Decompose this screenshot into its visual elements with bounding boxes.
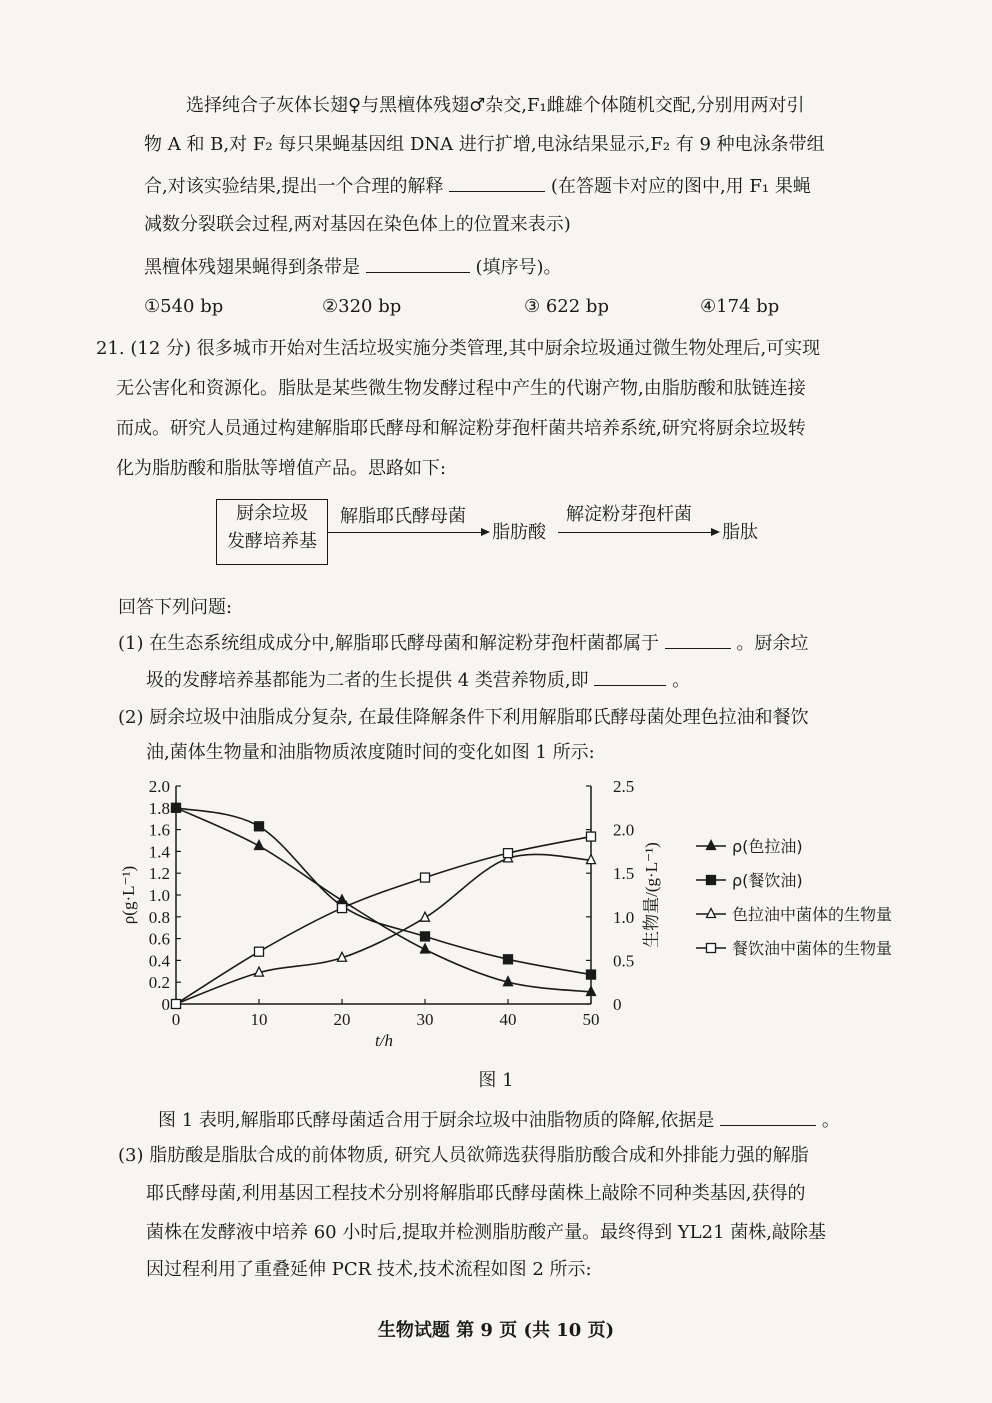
q21-part3-line-1: (3) 脂肪酸是脂肽合成的前体物质, 研究人员欲筛选获得脂肪酸合成和外排能力强的解脂 (118, 1145, 809, 1166)
left-tick-label: 0.6 (148, 929, 170, 949)
right-axis-label: 生物量/(g·L⁻¹) (642, 842, 661, 948)
data-point-series-4 (338, 904, 347, 913)
q21-part1-line-2 (146, 667, 690, 693)
q20-line-2: 物 A 和 B,对 F₂ 每只果蝇基因组 DNA 进行扩增,电泳结果显示,F₂ 有 9 种电泳条带组 (144, 134, 825, 155)
data-point-series-2 (504, 955, 513, 964)
left-tick-label: 2.0 (148, 777, 170, 796)
data-point-series-4 (421, 873, 430, 882)
legend-label-2: ρ(餐饮油) (732, 871, 803, 890)
left-tick-label: 1.4 (148, 842, 170, 862)
legend-marker-1 (707, 841, 716, 850)
x-tick-label: 0 (171, 1010, 181, 1029)
data-point-series-2 (587, 970, 596, 979)
right-tick-label: 2.5 (613, 777, 635, 796)
legend-label-4: 餐饮油中菌体的生物量 (732, 939, 893, 958)
option-3: ③ 622 bp (524, 296, 609, 317)
figure-1-chart (100, 770, 900, 1060)
q21-part3-line-2: 耶氏酵母菌,利用基因工程技术分别将解脂耶氏酵母菌株上敲除不同种类基因,获得的 (146, 1183, 806, 1204)
q20-line-4: 减数分裂联会过程,两对基因在染色体上的位置来表示) (144, 214, 571, 235)
left-tick-label: 1.2 (148, 864, 170, 884)
q21-part2-line-3 (158, 1107, 840, 1133)
q20-line-5-tail: (填序号)。 (475, 257, 562, 278)
legend-marker-4 (707, 944, 716, 953)
flow-agent-yeast: 解脂耶氏酵母菌 (340, 506, 466, 527)
flow-arrow-2 (558, 532, 718, 533)
data-point-series-4 (172, 1000, 181, 1009)
q20-line-3-text: 合,对该实验结果,提出一个合理的解释 (144, 176, 444, 197)
q21-part1-tail: 。厨余垃 (736, 633, 809, 654)
right-tick-label: 0 (613, 995, 622, 1014)
q21-part2-end: 。 (821, 1110, 840, 1131)
left-tick-label: 1.6 (148, 820, 170, 840)
data-point-series-4 (504, 849, 513, 858)
flow-box-line-1: 厨余垃圾 (236, 503, 308, 524)
x-tick-label: 10 (250, 1010, 268, 1029)
option-2: ②320 bp (322, 296, 402, 317)
data-point-series-2 (172, 803, 181, 812)
left-tick-label: 0.2 (148, 973, 170, 993)
q21-part2-line-2: 油,菌体生物量和油脂物质浓度随时间的变化如图 1 所示: (146, 742, 595, 763)
series-line-3 (176, 854, 591, 1004)
q21-part1-text: (1) 在生态系统组成成分中,解脂耶氏酵母菌和解淀粉芽孢杆菌都属于 (118, 633, 659, 654)
q21-part3-line-4: 因过程利用了重叠延伸 PCR 技术,技术流程如图 2 所示: (146, 1259, 592, 1280)
q21-line-1: 21. (12 分) 很多城市开始对生活垃圾实施分类管理,其中厨余垃圾通过微生物处理后,可实现 (96, 338, 821, 359)
left-tick-label: 0.4 (148, 951, 170, 971)
q21-part1-text-2: 圾的发酵培养基都能为二者的生长提供 4 类营养物质,即 (146, 670, 589, 691)
q21-part3-line-3: 菌株在发酵液中培养 60 小时后,提取并检测脂肪酸产量。最终得到 YL21 菌株,敲除基 (146, 1222, 826, 1243)
q20-line-1: 选择纯合子灰体长翅♀与黑檀体残翅♂杂交,F₁雌雄个体随机交配,分别用两对引 (186, 95, 805, 116)
flow-box-kitchen-waste (216, 499, 328, 565)
answer-blank (665, 630, 731, 649)
x-tick-label: 40 (499, 1010, 517, 1029)
flow-arrow-1 (328, 532, 488, 533)
q21-part1-line-1 (118, 630, 808, 656)
right-tick-label: 0.5 (613, 951, 635, 971)
right-tick-label: 1.5 (613, 864, 635, 884)
q21-part2-question: 图 1 表明,解脂耶氏酵母菌适合用于厨余垃圾中油脂物质的降解,依据是 (158, 1110, 715, 1131)
q20-line-5 (144, 254, 562, 280)
legend-marker-3 (707, 909, 716, 918)
page-footer: 生物试题 第 9 页 (共 10 页) (377, 1320, 615, 1341)
x-tick-label: 20 (333, 1010, 351, 1029)
answer-blank (449, 173, 545, 192)
flow-product-lipopeptide: 脂肽 (722, 522, 758, 543)
data-point-series-2 (255, 822, 264, 831)
data-point-series-4 (587, 832, 596, 841)
data-point-series-4 (255, 947, 264, 956)
x-tick-label: 30 (416, 1010, 434, 1029)
x-tick-label: 50 (582, 1010, 600, 1029)
legend-label-1: ρ(色拉油) (732, 837, 803, 856)
left-tick-label: 0 (161, 995, 170, 1014)
option-1: ①540 bp (144, 296, 224, 317)
q21-part1-end: 。 (672, 670, 691, 691)
q21-part2-line-1: (2) 厨余垃圾中油脂成分复杂, 在最佳降解条件下利用解脂耶氏酵母菌处理色拉油和餐饮 (118, 707, 809, 728)
answer-blank (594, 667, 666, 686)
data-point-series-3 (421, 912, 430, 921)
answer-blank (366, 254, 470, 273)
q20-line-3 (144, 173, 811, 199)
x-axis-label: t/h (375, 1031, 393, 1050)
q21-line-4: 化为脂肪酸和脂肽等增值产品。思路如下: (116, 458, 447, 479)
flow-agent-bacillus: 解淀粉芽孢杆菌 (566, 504, 692, 525)
q20-line-3-tail: (在答题卡对应的图中,用 F₁ 果蝇 (550, 176, 811, 197)
q20-line-5-text: 黑檀体残翅果蝇得到条带是 (144, 257, 360, 278)
answer-prompt: 回答下列问题: (118, 597, 233, 618)
right-tick-label: 1.0 (613, 907, 635, 927)
data-point-series-2 (421, 932, 430, 941)
answer-blank (720, 1107, 816, 1126)
flow-product-fatty-acid: 脂肪酸 (492, 522, 546, 543)
q21-line-3: 而成。研究人员通过构建解脂耶氏酵母和解淀粉芽孢杆菌共培养系统,研究将厨余垃圾转 (116, 418, 806, 439)
q21-line-2: 无公害化和资源化。脂肽是某些微生物发酵过程中产生的代谢产物,由脂肪酸和肽链连接 (116, 378, 806, 399)
left-tick-label: 1.8 (148, 798, 170, 818)
left-axis-label: ρ(g·L⁻¹) (119, 865, 138, 925)
flow-box-line-2: 发酵培养基 (227, 531, 317, 552)
legend-label-3: 色拉油中菌体的生物量 (732, 905, 893, 924)
right-tick-label: 2.0 (613, 820, 635, 840)
figure-1-caption: 图 1 (478, 1070, 514, 1091)
left-tick-label: 0.8 (148, 907, 170, 927)
legend-marker-2 (707, 876, 716, 885)
option-4: ④174 bp (700, 296, 780, 317)
left-tick-label: 1.0 (148, 886, 170, 905)
